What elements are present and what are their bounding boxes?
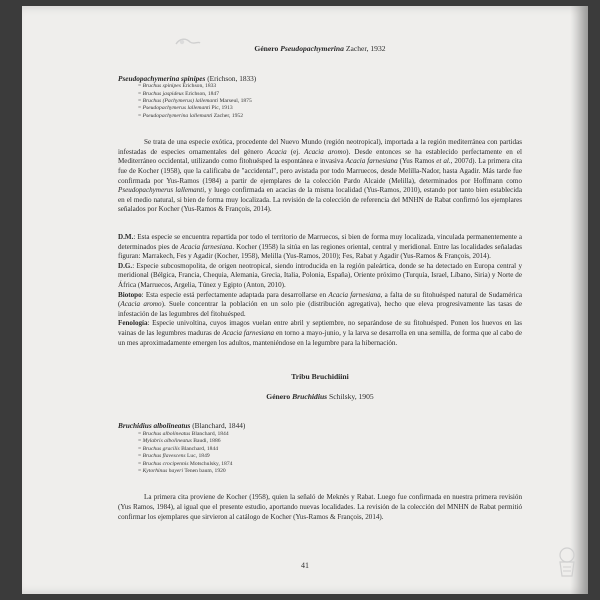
synonym-item: = Mylabris albolineatus Baudi, 1886	[138, 438, 221, 445]
synonym-item: = Bruchus (Pachymerus) lallemanti Marseul, 1875	[138, 98, 252, 104]
page-edge-shadow	[570, 6, 588, 594]
synonym-item: = Pseudopachymerus lallemanti Pic, 1913	[138, 105, 233, 112]
distribution-morocco-paragraph: D.M.: Esta especie se encuentra repartida por todo el territorio de Marruecos, si bien de forma muy localizada, vinculada permanentemente a determinados pies de Acacia farnesiana. Kocher (1958) la sitúa en las regiones oriental, central y meridional. Entre las localidades señaladas figuran: Marrakech, Fes y Agadir (Kocher, 1958), Melilla (Yus-Ramos, 2010); Fes, Rabat y Agadir (Yus-Ramos & François, 2014).	[118, 232, 522, 261]
genus-heading-pseudopachymerina: Género Pseudopachymerina Zacher, 1932	[254, 44, 386, 53]
page-content	[118, 44, 522, 522]
tribe-heading: Tribu Bruchidiini	[291, 372, 349, 382]
genus-heading-bruchidius: Género Bruchidius Schilsky, 1905	[266, 391, 374, 401]
distribution-general-paragraph: D.G.: Especie subcosmopolita, de origen neotropical, siendo introducida en la región paleártica, donde se ha detectado en Europa central y meridional (Bélgica, Francia, Chequia, Alemania, Grecia, Italia, Polonia, España), Oriente próximo (Turquía, Israel, Líbano, Siria) y Norte de África (Marruecos, Argelia, Túnez y Egipto (Anton, 2010).	[118, 261, 522, 289]
species-heading-albolineatus: Bruchidius albolineatus (Blanchard, 1844)	[118, 421, 246, 431]
synonym-item: = Pseudopachymerina lallemanti Zacher, 1952	[138, 112, 244, 119]
biotope-paragraph: Biotopo: Esta especie está perfectamente adaptada para desarrollarse en Acacia farnesiana, a falta de su fitohuésped natural de Sudamérica (Acacia aromo). Suele concentrar la población en un solo pie (distribución agregativa), hecho que eleva progresivamente las tasas de infestación de las legumbres del fitohuésped.	[118, 290, 523, 318]
document-page	[22, 6, 588, 594]
synonym-item: = Bruchus gracilis Blanchard, 1844	[138, 445, 219, 452]
library-seal-icon	[554, 546, 580, 580]
synonym-list-1	[118, 83, 522, 120]
synonym-item: = Bruchus flavescens Luc, 1849	[138, 453, 210, 460]
synonym-item: = Bruchus albolineatus Blanchard, 1844	[138, 430, 229, 437]
phenology-paragraph: Fenología: Especie univoltina, cuyos imagos vuelan entre abril y septiembre, no separándose de su fitohuésped. Ponen los huevos en las vainas de las legumbres maduras de Acacia farnesiana en torno a mayo-junio, y la larva se desarrolla en una semilla, de forma que al cabo de un mes aproximadamente emergen los adultos, manteniéndose en la legumbre para la hibernación.	[118, 319, 523, 347]
synonym-item: = Kytorhinus hayeri Tenen baum, 1920	[138, 467, 226, 474]
page-number: 41	[301, 561, 309, 570]
species-heading-spinipes: Pseudopachymerina spinipes (Erichson, 1833)	[118, 73, 257, 83]
synonym-item: = Bruchus jaspideus Erichson, 1847	[138, 90, 220, 97]
intro-paragraph: Se trata de una especie exótica, procedente del Nuevo Mundo (región neotropical), importada a la región mediterránea con partidas infestadas de especies ornamentales del género Acacia (ej. Acacia aromo). Desde entonces se ha establecido perfectamente en el Mediterráneo occidental, utilizando como fitohuésped la espontánea e invasiva Acacia farnesiana (Yus Ramos et al., 2007d). La primera cita fue de Kocher (1958), que la calificaba de "accidental", pero avistada por todo Marruecos, desde Melilla-Nador, hasta Agadir. Más tarde fue confirmada por Yus-Ramos (1984) a partir de ejemplares de la colección Pardo Alcaide (Melilla), determinados por Hoffmann como Pseudopachymerus lallemanti, y luego confirmada en acacias de la misma localidad (Yus-Ramos, 2010), estando por tanto bien establecida en el medio natural, si bien de forma muy localizada. La revisión de la colección de referencia del MNHN de Rabat confirmó los ejemplares señalados por Kocher (Yus-Ramos & François, 2014).	[118, 138, 523, 214]
synonym-item: = Bruchus crocipennis Motschulsky, 1874	[138, 460, 233, 467]
synonym-item: = Bruchus spinipes Erichson, 1833	[138, 83, 217, 90]
synonym-list-2	[118, 431, 522, 475]
closing-paragraph: La primera cita proviene de Kocher (1958), quien la señaló de Meknès y Rabat. Luego fue confirmada en nuestra primera revisión (Yus Ramos, 1984), al igual que el presente estudio, aportando nuevas localidades. La revisión de la colección del MNHN de Rabat permitió confirmar los ejemplares que sirvieron al catálogo de Kocher (Yus-Ramos & François, 2014).	[118, 493, 522, 521]
